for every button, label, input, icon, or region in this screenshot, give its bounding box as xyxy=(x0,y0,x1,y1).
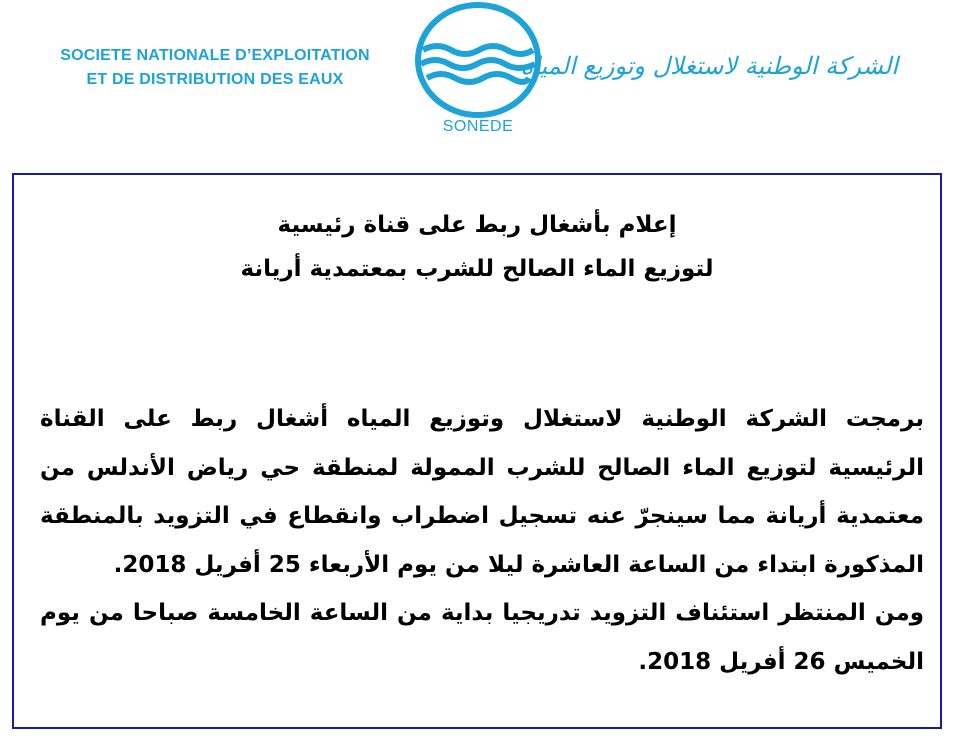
company-name-french-line1: SOCIETE NATIONALE D’EXPLOITATION xyxy=(60,47,370,64)
notice-paragraph-1: برمجت الشركة الوطنية لاستغلال وتوزيع المياه أشغال ربط على القناة الرئيسية لتوزيع الماء الصالح للشرب الممولة لمنطقة حي رياض الأندلس من معتمدية أريانة مما سينجرّ عنه تسجيل اضطراب وانقطاع في التزويد بالمنطقة المذكورة ابتداء من الساعة العاشرة ليلا من يوم الأربعاء 25 أفريل 2018. xyxy=(40,406,924,578)
notice-paragraph-2: ومن المنتظر استئناف التزويد تدريجيا بداية من الساعة الخامسة صباحا من يوم الخميس 26 أفريل 2018. xyxy=(40,600,924,675)
company-name-arabic: الشركة الوطنية لاستغلال وتوزيع المياه xyxy=(520,52,898,80)
notice-body xyxy=(40,395,924,686)
company-name-french-line2: ET DE DISTRIBUTION DES EAUX xyxy=(86,71,344,88)
notice-box xyxy=(12,173,942,729)
letterhead xyxy=(0,0,960,150)
notice-title-line1: إعلام بأشغال ربط على قناة رئيسية xyxy=(277,212,677,238)
company-name-french xyxy=(40,44,390,92)
notice-title xyxy=(14,203,940,291)
notice-title-line2: لتوزيع الماء الصالح للشرب بمعتمدية أريانة xyxy=(240,256,714,282)
logo-text: SONEDE xyxy=(442,118,514,135)
